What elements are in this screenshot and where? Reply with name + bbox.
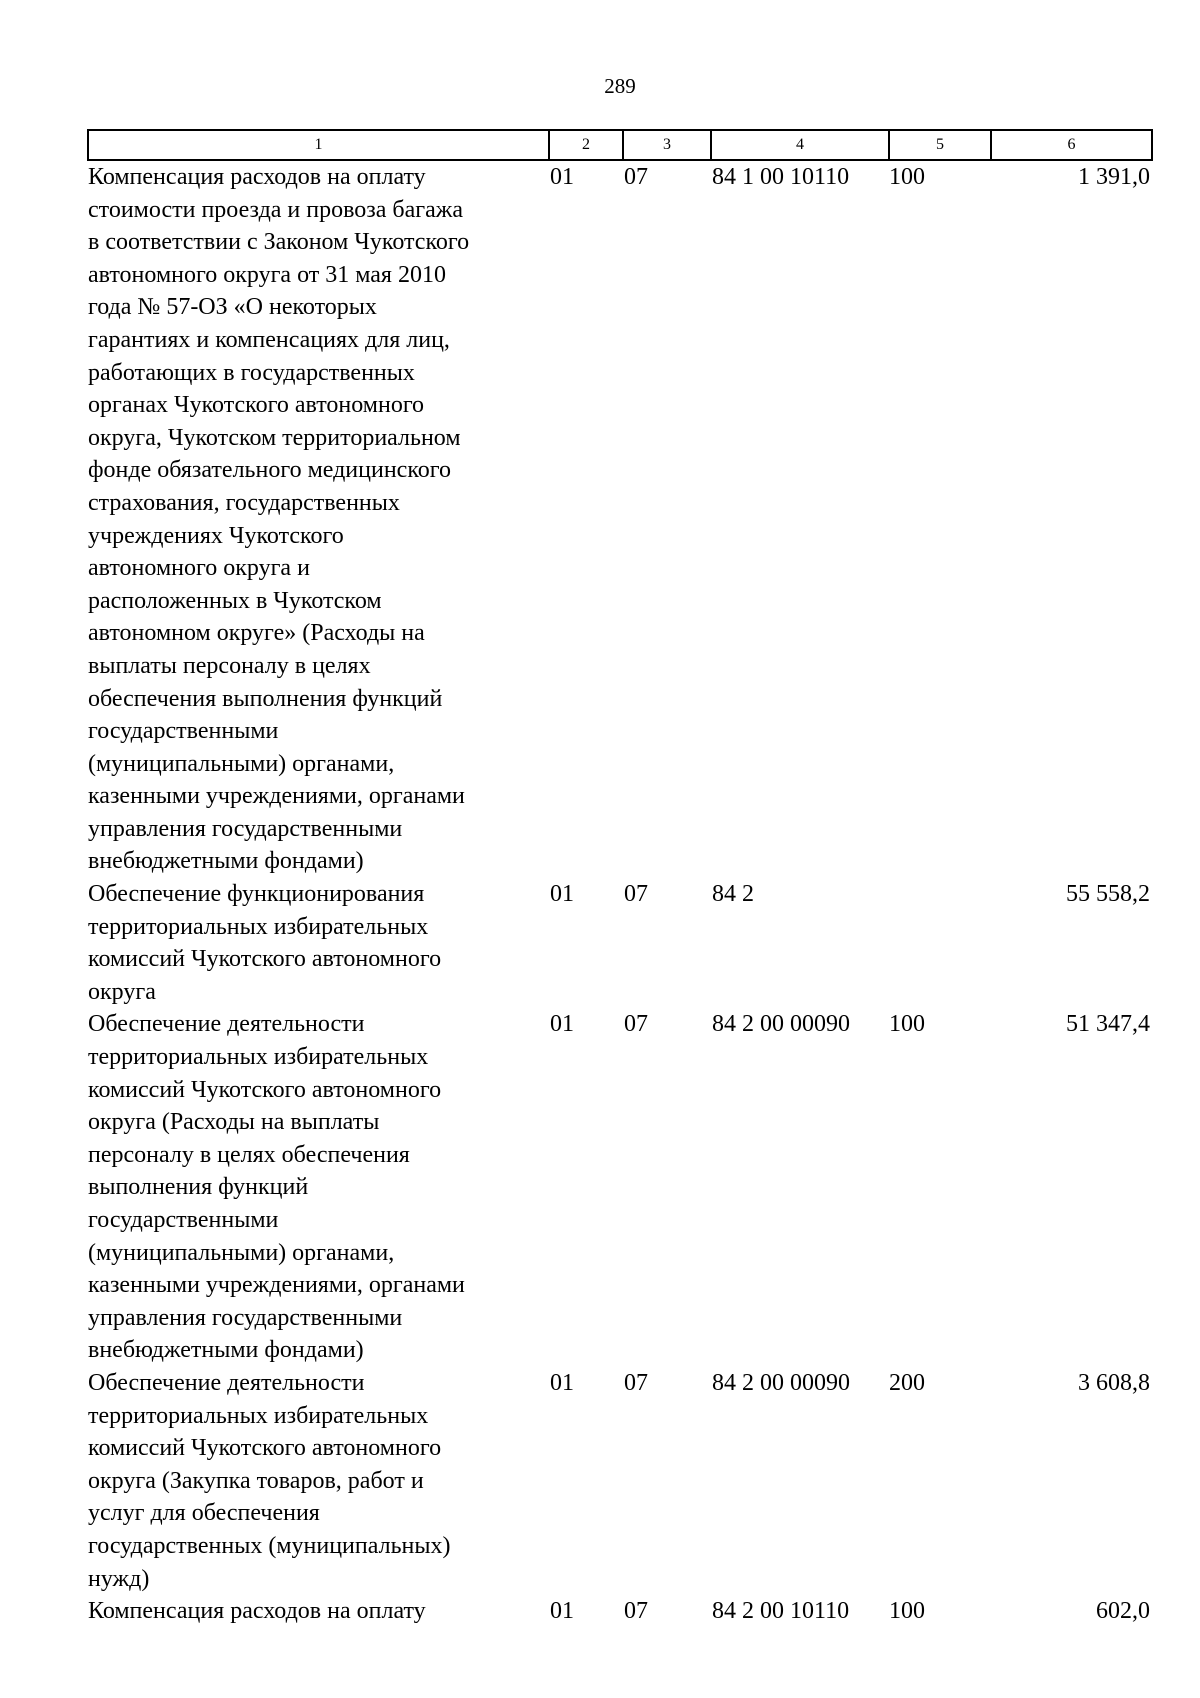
column-header-4: 4 (711, 130, 889, 160)
table-row (88, 1367, 1152, 1595)
table-header-row (88, 130, 1152, 160)
row-section-code: 01 (550, 1369, 574, 1396)
row-expense-type-code: 100 (889, 164, 925, 190)
row-subsection-code: 07 (624, 1011, 648, 1038)
table-row (88, 878, 1152, 1008)
row-section-code: 01 (550, 1598, 574, 1625)
row-subsection-code: 07 (624, 881, 648, 908)
row-section-code: 01 (550, 881, 574, 908)
row-subsection-code: 07 (624, 164, 648, 190)
row-name: Компенсация расходов на оплату (88, 1598, 426, 1625)
row-target-article-code: 84 2 00 10110 (712, 1598, 850, 1625)
column-header-1: 1 (88, 130, 549, 160)
row-name: Обеспечение деятельности территориальных избирательных комиссий Чукотского автономного округа (Расходы на выплаты персоналу в целях обеспечения выполнения функций государственными (муниципальными) органами, казенными учреждениями, органами управления государственными внебюджетными фондами) (88, 1011, 465, 1364)
row-amount: 3 608,8 (1078, 1369, 1150, 1396)
row-target-article-code: 84 2 00 00090 (712, 1369, 850, 1396)
row-name: Обеспечение функционирования территориальных избирательных комиссий Чукотского автономного округа (88, 881, 442, 1005)
budget-table (87, 129, 1153, 1628)
row-amount: 602,0 (1096, 1598, 1150, 1625)
row-expense-type-code: 100 (889, 1011, 925, 1038)
row-section-code: 01 (550, 164, 574, 190)
row-target-article-code: 84 2 00 00090 (712, 1011, 850, 1038)
row-target-article-code: 84 1 00 10110 (712, 164, 850, 190)
row-amount: 1 391,0 (1078, 164, 1150, 190)
table-row (88, 160, 1152, 878)
row-amount: 51 347,4 (1066, 1011, 1150, 1038)
row-target-article-code: 84 2 (712, 881, 754, 908)
row-section-code: 01 (550, 1011, 574, 1038)
row-amount: 55 558,2 (1066, 881, 1150, 908)
column-header-2: 2 (549, 130, 623, 160)
row-name: Компенсация расходов на оплату стоимости проезда и провоза багажа в соответствии с Законом Чукотского автономного округа от 31 мая 2010 года № 57-ОЗ «О некоторых гарантиях и компенсациях для лиц, работающих в государственных органах Чукотского автономного округа, Чукотском территориальном фонде обязательного медицинского страхования, государственных учреждениях Чукотского автономного округа и расположенных в Чукотском автономном округе» (Расходы на выплаты персоналу в целях обеспечения выполнения функций государственными (муниципальными) органами, казенными учреждениями, органами управления государственными внебюджетными фондами) (88, 164, 470, 875)
row-subsection-code: 07 (624, 1598, 648, 1625)
row-name: Обеспечение деятельности территориальных избирательных комиссий Чукотского автономного округа (Закупка товаров, работ и услуг для обеспечения государственных (муниципальных) нужд) (88, 1369, 451, 1592)
column-header-6: 6 (991, 130, 1152, 160)
column-header-5: 5 (889, 130, 991, 160)
row-expense-type-code: 200 (889, 1369, 925, 1396)
column-header-3: 3 (623, 130, 711, 160)
table-row (88, 1595, 1152, 1628)
row-expense-type-code: 100 (889, 1598, 925, 1625)
row-expense-type-code (889, 878, 991, 1008)
table-row (88, 1008, 1152, 1367)
page-number: 289 (604, 74, 636, 98)
row-subsection-code: 07 (624, 1369, 648, 1396)
